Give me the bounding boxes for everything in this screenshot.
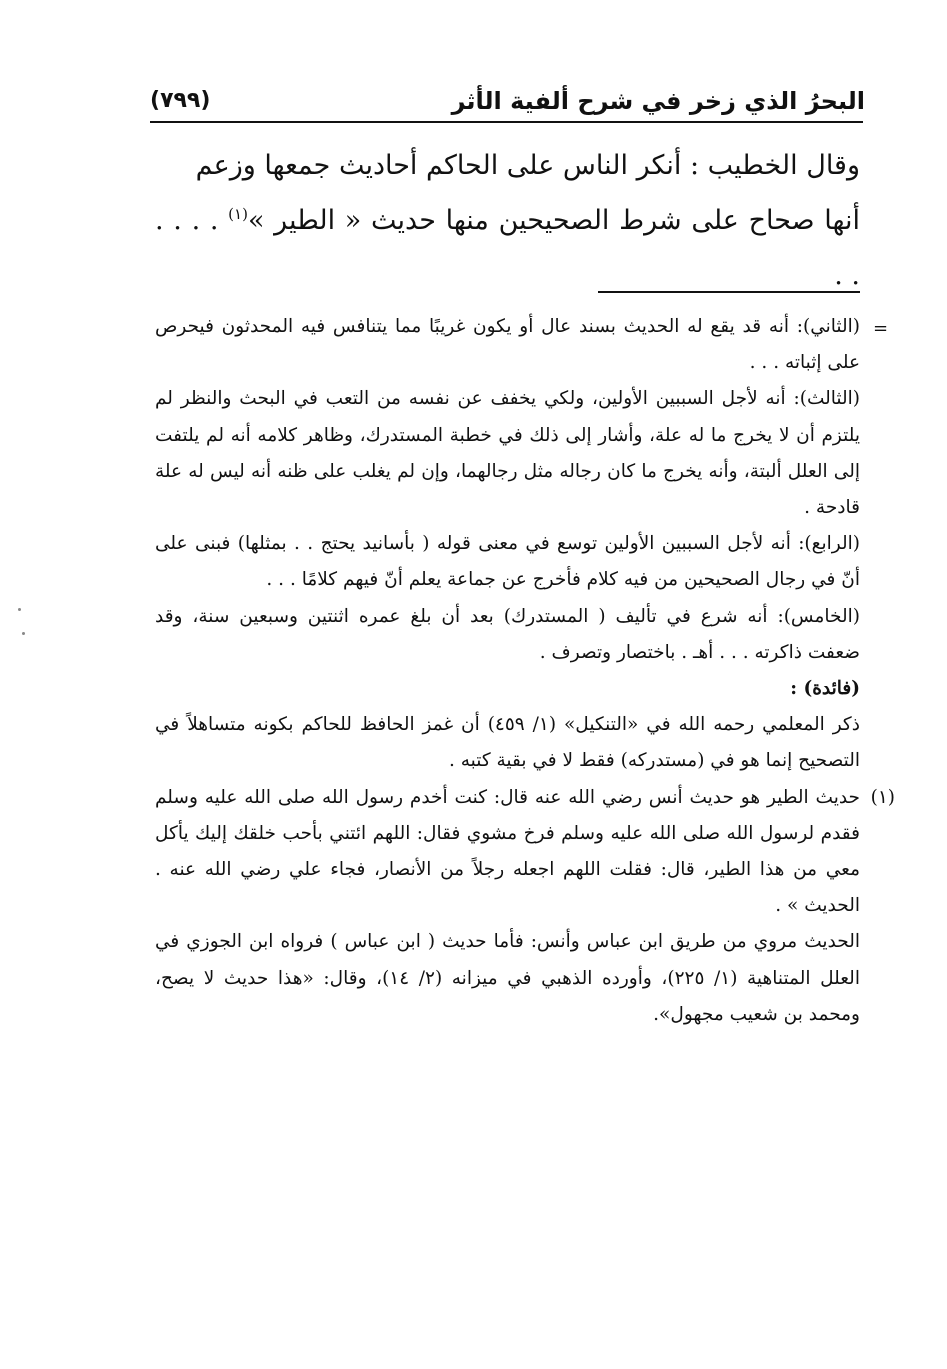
continuation-mark: = <box>873 318 889 339</box>
footnote-reference[interactable]: (١) <box>228 205 248 223</box>
main-ellipsis: . . . . . . <box>155 205 860 291</box>
footnote-rule <box>598 291 860 293</box>
benefit-heading: (فائدة) : <box>790 678 860 700</box>
note-fourth: (الرابع): أنه لأجل السببين الأولين توسع في معنى قوله ( بأسانيد يحتج . . بمثلها) فبنى على أنّ في رجال الصحيحين من فيه كلام فأخرج عن جماعة يعلم أنّ فيهم كلامًا . . . <box>155 533 860 591</box>
footnote-1-continuation: الحديث مروي من طريق ابن عباس وأنس: فأما حديث ( ابن عباس ) فرواه ابن الجوزي في العلل المتناهية (١/ ٢٢٥)، وأورده الذهبي في ميزانه (٢/ ١٤)، وقال: «هذا حديث لا يصح، ومحمد بن شعيب مجهول». <box>155 931 860 1025</box>
running-header <box>150 84 865 122</box>
main-line-1: وقال الخطيب : أنكر الناس على الحاكم أحاديث جمعها وزعم <box>195 150 860 181</box>
footnotes-area <box>155 309 895 1033</box>
main-line-2 <box>155 193 860 303</box>
note-fifth: (الخامس): أنه شرع في تأليف ( المستدرك) بعد أن بلغ عمره اثنتين وسبعين سنة، وقد ضعفت ذاكرته . . . أهـ . باختصار وتصرف . <box>155 605 860 663</box>
book-title: البحرُ الذي زخر في شرح ألفية الأثر <box>451 87 865 115</box>
page-number: (٧٩٩) <box>150 88 211 113</box>
main-text <box>155 138 860 303</box>
footnote-1-text: حديث الطير هو حديث أنس رضي الله عنه قال: كنت أخدم رسول الله صلى الله عليه وسلم فقدم لرسول الله صلى الله عليه وسلم فرخ مشوي فقال: اللهم ائتني بأحب خلقك إليك يأكل معي من هذا الطير، قال: فقلت اللهم اجعله رجلاً من الأنصار، فجاء علي رضي الله عنه . الحديث » . <box>155 786 860 917</box>
scan-speck <box>22 632 25 635</box>
header-rule <box>150 121 863 123</box>
footnote-1-number: (١) <box>870 786 895 808</box>
note-second: (الثاني): أنه قد يقع له الحديث بسند عال أو يكون غريبًا مما يتنافس فيه المحدثون فيحرص على إثباته . . . <box>155 316 860 374</box>
benefit-text: ذكر المعلمي رحمه الله في «التنكيل» (١/ ٤٥٩) أن غمز الحافظ للحاكم بكونه متساهلاً في التصحيح إنما هو في (مستدركه) فقط لا في بقية كتبه . <box>155 714 860 772</box>
scan-speck <box>18 608 21 611</box>
main-line-2-text: أنها صحاح على شرط الصحيحين منها حديث « الطير » <box>247 205 860 236</box>
note-third: (الثالث): أنه لأجل السببين الأولين، ولكي يخفف عن نفسه من التعب في البحث والنظر لم يلتزم أن لا يخرج ما له علة، وأشار إلى ذلك في خطبة المستدرك، وظاهر كلامه أنه لم يلتفت إلى العلل ألبتة، وأنه يخرج ما كان رجاله مثل رجالهما، وإن لم يغلب على ظنه أنه ليس له علة قادحة . <box>155 388 860 519</box>
footnote-1 <box>155 780 895 925</box>
